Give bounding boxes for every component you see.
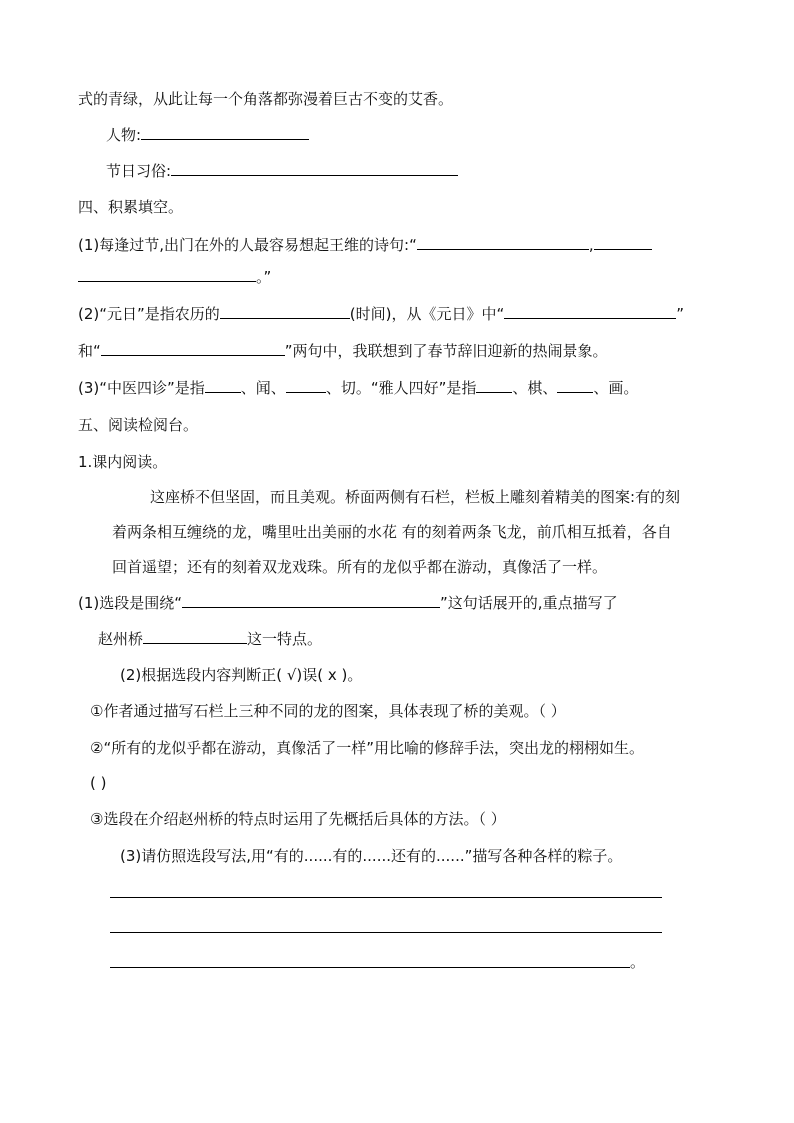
subsection-1-title: 1.课内阅读。	[78, 453, 168, 471]
answer-line-2[interactable]	[110, 932, 662, 933]
custom-label: 节日习俗:	[106, 162, 172, 180]
q1-end: 。”	[256, 268, 272, 286]
judge-item-2-paren[interactable]: ( )	[90, 774, 107, 792]
r1-text-a: (1)选段是围绕“	[78, 594, 183, 612]
passage-line-2: 着两条相互缠绕的龙，嘴里吐出美丽的水花 有的刻着两条飞龙，前爪相互抵着，各自	[112, 523, 672, 541]
q3-text-e: 、画。	[593, 379, 639, 397]
question-3	[78, 377, 638, 399]
q2-text-a: (2)“元日”是指农历的	[78, 305, 220, 323]
q1-blank-2[interactable]	[594, 235, 652, 250]
q2-text-c: ”	[676, 305, 685, 323]
question-1-line-1	[78, 234, 652, 256]
person-blank[interactable]	[141, 125, 309, 140]
q2-text-b: (时间)，从《元日》中“	[349, 305, 505, 323]
q2-blank-2[interactable]	[504, 304, 676, 319]
judge-item-3: ③选段在介绍赵州桥的特点时运用了先概括后具体的方法。（ ）	[90, 810, 506, 828]
reading-q2-title: (2)根据选段内容判断正( √)误( x )。	[120, 666, 363, 684]
q3-text-a: (3)“中医四诊”是指	[78, 379, 205, 397]
answer-line-3[interactable]	[110, 967, 630, 968]
judge-item-1: ①作者通过描写石栏上三种不同的龙的图案，具体表现了桥的美观。（ ）	[90, 702, 566, 720]
q1-blank-1[interactable]	[417, 235, 589, 250]
answer-end-mark: 。	[630, 953, 646, 971]
text-line-1: 式的青绿，从此让每一个角落都弥漫着巨古不变的艾香。	[78, 90, 454, 108]
q1-text: (1)每逢过节,出门在外的人最容易想起王维的诗句:“	[78, 236, 417, 254]
judge-item-2: ②“所有的龙似乎都在游动，真像活了一样”用比喻的修辞手法，突出龙的栩栩如生。	[90, 739, 644, 757]
answer-line-1[interactable]	[110, 897, 662, 898]
q3-text-b: 、闻、	[240, 379, 286, 397]
reading-q1-line-2	[98, 628, 322, 650]
r1-text-d: 这一特点。	[247, 630, 323, 648]
reading-q3-title: (3)请仿照选段写法,用“有的......有的......还有的......”描写各种各样的粽子。	[120, 847, 623, 865]
q3-blank-4[interactable]	[557, 378, 593, 393]
q2-blank-3[interactable]	[101, 341, 285, 356]
r1-text-b: ”这句话展开的,重点描写了	[440, 594, 618, 612]
q2-text-d: 和“	[78, 342, 101, 360]
q3-blank-1[interactable]	[205, 378, 241, 393]
q3-text-c: 、切。“雅人四好”是指	[325, 379, 477, 397]
r1-text-c: 赵州桥	[98, 630, 144, 648]
q3-text-d: 、棋、	[512, 379, 558, 397]
passage-line-1: 这座桥不但坚固，而且美观。桥面两侧有石栏，栏板上雕刻着精美的图案:有的刻	[150, 488, 681, 506]
reading-q1-line-1	[78, 592, 618, 614]
person-field	[106, 124, 309, 146]
section-4-title: 四、积累填空。	[78, 198, 184, 216]
custom-blank[interactable]	[171, 161, 458, 176]
r1-blank-1[interactable]	[182, 593, 440, 608]
question-2-line-1	[78, 303, 684, 325]
q1-blank-3[interactable]	[78, 267, 256, 282]
custom-field	[106, 160, 458, 182]
section-5-title: 五、阅读检阅台。	[78, 416, 199, 434]
q3-blank-2[interactable]	[286, 378, 326, 393]
q2-text-e: ”两句中，我联想到了春节辞旧迎新的热闹景象。	[284, 342, 608, 360]
passage-line-3: 回首遥望；还有的刻着双龙戏珠。所有的龙似乎都在游动，真像活了一样。	[112, 558, 608, 576]
r1-blank-2[interactable]	[143, 629, 247, 644]
person-label: 人物:	[106, 126, 142, 144]
q2-blank-1[interactable]	[220, 304, 350, 319]
q1-comma: ,	[588, 236, 594, 254]
question-1-line-2	[78, 266, 271, 288]
q3-blank-3[interactable]	[476, 378, 512, 393]
question-2-line-2	[78, 340, 608, 362]
